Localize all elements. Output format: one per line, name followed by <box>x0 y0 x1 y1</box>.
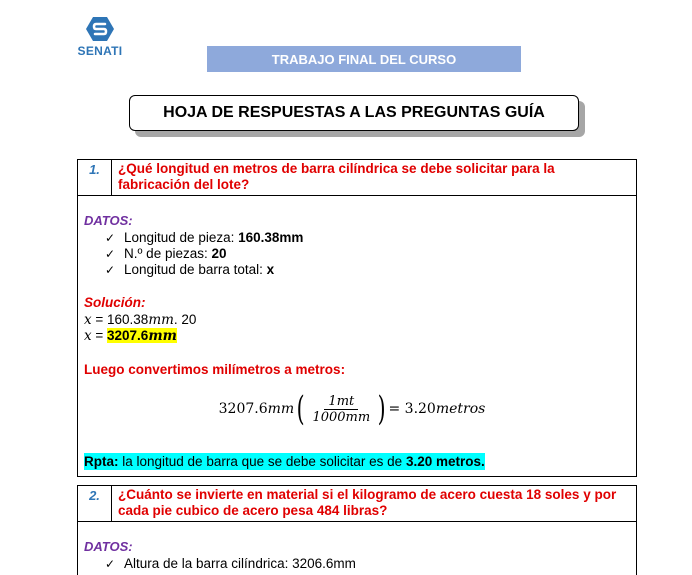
page-title: HOJA DE RESPUESTAS A LAS PREGUNTAS GUÍA <box>129 95 579 131</box>
checkmark-icon: ✓ <box>105 263 116 277</box>
senati-logo-icon <box>85 16 115 42</box>
question-2-header <box>78 486 636 522</box>
datos-list <box>102 556 356 572</box>
question-1-header <box>78 160 636 196</box>
senati-logo <box>70 16 130 70</box>
checkmark-icon: ✓ <box>105 247 116 261</box>
solution-label: Solución: <box>84 295 146 310</box>
question-text: ¿Cuánto se invierte en material si el kilogramo de acero cuesta 18 soles y por cada pie cubico de acero pesa 484 libras? <box>118 487 617 518</box>
equation-2: x = 3207.6mm <box>84 328 177 344</box>
datos-item: ✓ Longitud de pieza: 160.38mm <box>105 230 304 245</box>
datos-item: ✓ Altura de la barra cilíndrica: 3206.6mm <box>105 556 356 571</box>
datos-label: DATOS: <box>84 539 133 554</box>
question-number: 2. <box>78 486 112 521</box>
question-1-block <box>77 159 637 477</box>
datos-item: ✓ Longitud de barra total: x <box>105 262 275 277</box>
question-text: ¿Qué longitud en metros de barra cilíndrica se debe solicitar para la fabricación del lote? <box>118 161 555 192</box>
answer-line: Rpta: la longitud de barra que se debe solicitar es de 3.20 metros. <box>84 454 485 469</box>
checkmark-icon: ✓ <box>105 231 116 245</box>
checkmark-icon: ✓ <box>105 557 116 571</box>
course-banner: TRABAJO FINAL DEL CURSO <box>207 46 521 72</box>
datos-label: DATOS: <box>84 213 133 228</box>
conversion-label: Luego convertimos milímetros a metros: <box>84 362 346 377</box>
question-number: 1. <box>78 160 112 195</box>
datos-list <box>102 230 303 278</box>
logo-text: SENATI <box>77 44 123 58</box>
question-1-answer <box>78 196 636 476</box>
conversion-formula: 3207.6 mm ( $\frac{1mt}{1000mm}$ ) = 3.20 metros <box>218 389 486 429</box>
equation-1: x = 160.38mm. 20 <box>84 312 197 328</box>
datos-item: ✓ N.º de piezas: 20 <box>105 246 227 261</box>
